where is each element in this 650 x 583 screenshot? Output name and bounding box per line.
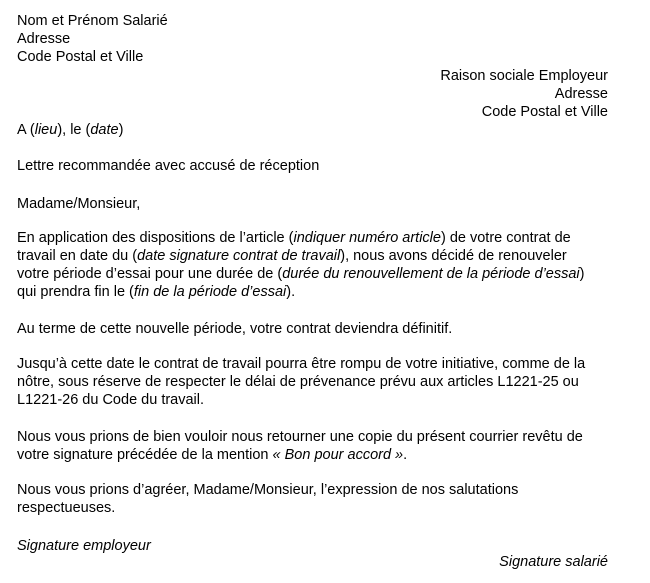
signature-employee: Signature salarié: [499, 554, 608, 570]
salutation: Madame/Monsieur,: [17, 196, 141, 212]
paragraph-termination: Jusqu’à cette date le contrat de travail pourra être rompu de votre initiative, comme de la nôtre, sous réserve de respecter le délai de prévenance prévu aux articles L1221-25 ou L1221-26 du Code du travail.: [17, 356, 586, 408]
place-date-line: A (lieu), le (date): [17, 122, 124, 138]
recipient-city: Code Postal et Ville: [481, 104, 608, 120]
article-number-placeholder: indiquer numéro article: [293, 230, 441, 246]
paragraph-return: Nous vous prions de bien vouloir nous retourner une copie du présent courrier revêtu de votre signature précédée de la mention « Bon pour accord ».: [17, 429, 583, 463]
sender-city: Code Postal et Ville: [17, 49, 144, 65]
renewal-duration-placeholder: durée du renouvellement de la période d’essai: [282, 266, 580, 282]
signature-employer: Signature employeur: [17, 538, 151, 554]
recipient-address: Adresse: [554, 86, 608, 102]
sender-name: Nom et Prénom Salarié: [17, 13, 168, 29]
date-placeholder: date: [90, 122, 119, 138]
registered-mail-line: Lettre recommandée avec accusé de réception: [17, 158, 320, 174]
contract-date-placeholder: date signature contrat de travail: [137, 248, 341, 264]
closing-formula: Nous vous prions d’agréer, Madame/Monsieur, l’expression de nos salutations respectueuses.: [17, 482, 519, 516]
paragraph-renewal: En application des dispositions de l’article (indiquer numéro article) de votre contrat de travail en date du (date signature contrat de travail), nous avons décidé de renouveler votre période d’essai pour une durée de (durée du renouvellement de la période d’essai) qui prendra fin le (fin de la période d’essai).: [17, 230, 585, 300]
approval-mention: « Bon pour accord »: [272, 447, 404, 463]
trial-end-placeholder: fin de la période d’essai: [133, 284, 287, 300]
recipient-company: Raison sociale Employeur: [440, 68, 608, 84]
recipient-block: [440, 67, 608, 121]
sender-block: [17, 12, 617, 66]
place-placeholder: lieu: [34, 122, 58, 138]
paragraph-definitive: Au terme de cette nouvelle période, votre contrat deviendra définitif.: [17, 321, 453, 337]
sender-address: Adresse: [17, 31, 71, 47]
